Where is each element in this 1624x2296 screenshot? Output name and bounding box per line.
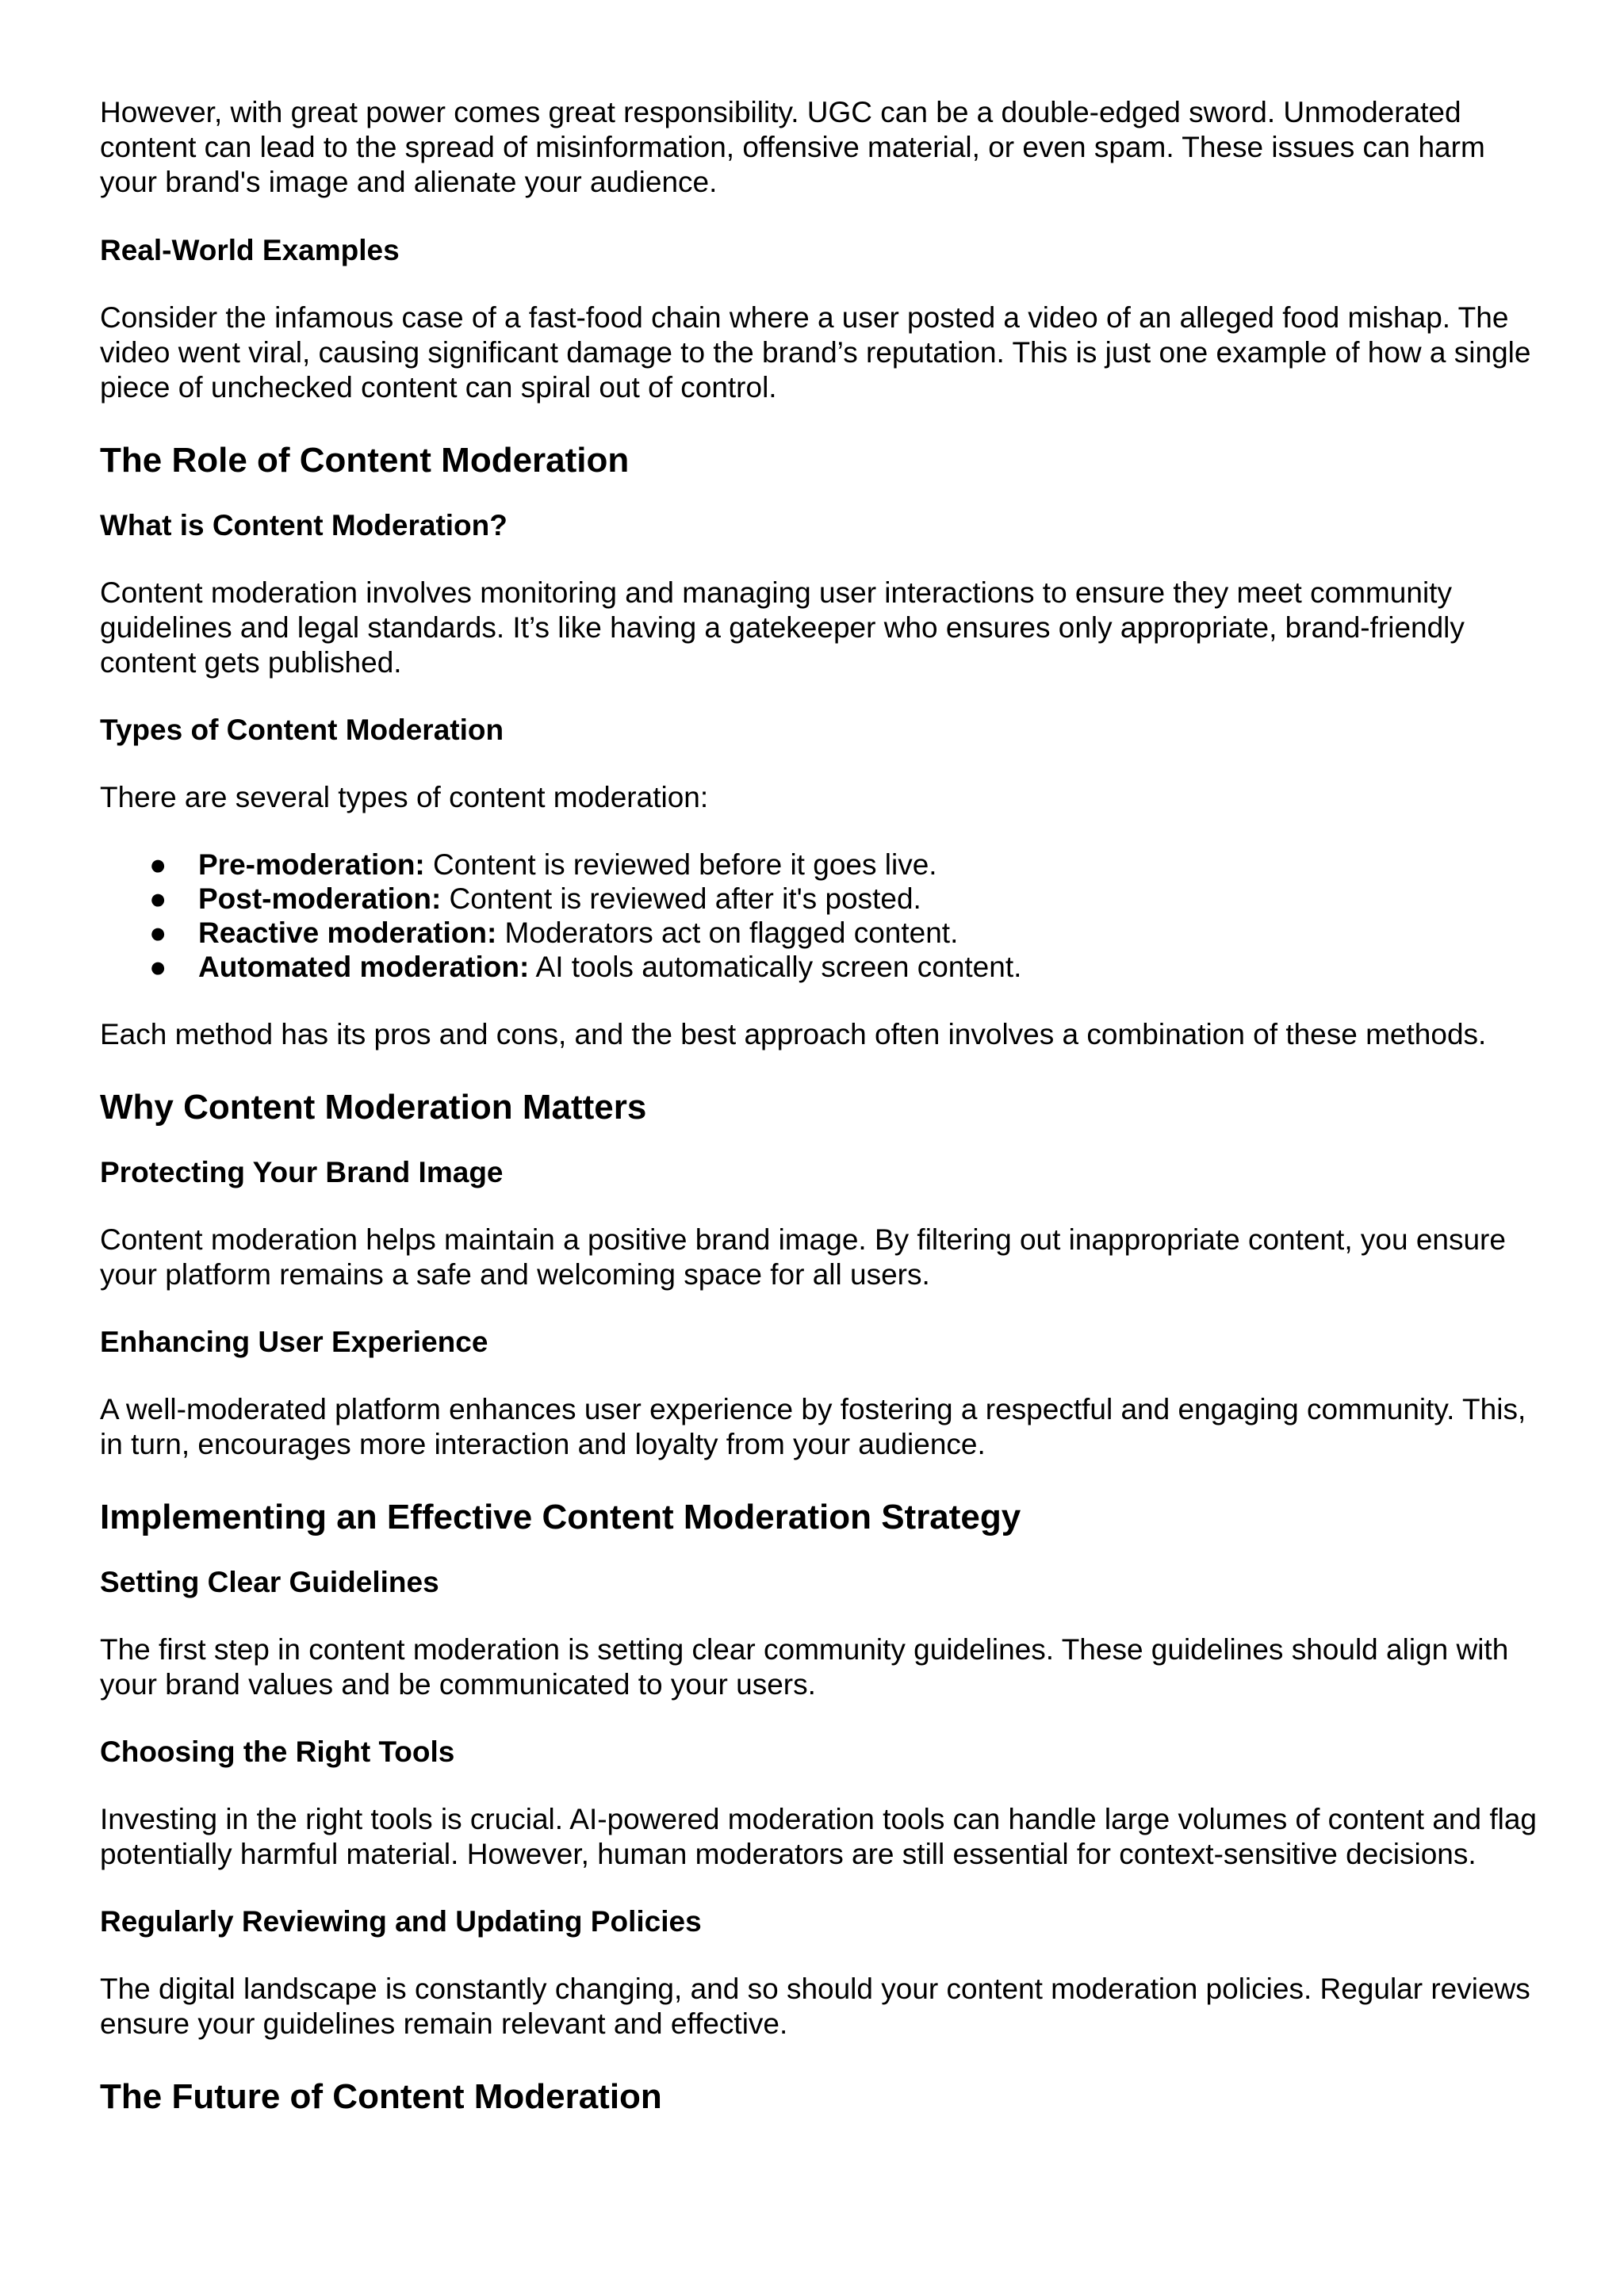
types-heading: Types of Content Moderation [100, 714, 504, 746]
policies-heading: Regularly Reviewing and Updating Policies [100, 1905, 702, 1938]
types-intro: There are several types of content moderation: [100, 781, 709, 813]
brand-image-heading: Protecting Your Brand Image [100, 1156, 504, 1188]
types-list [100, 848, 1543, 984]
guidelines-heading: Setting Clear Guidelines [100, 1566, 439, 1598]
user-experience-heading: Enhancing User Experience [100, 1326, 488, 1358]
list-item-text: Content is reviewed before it goes live. [424, 848, 937, 881]
list-item [100, 950, 1543, 984]
list-item [100, 882, 1543, 916]
list-item-text: Content is reviewed after it's posted. [441, 882, 921, 915]
guidelines-paragraph: The first step in content moderation is setting clear community guidelines. These guidelines should align with your brand values and be communicated to your users. [100, 1633, 1509, 1701]
role-section-heading: The Role of Content Moderation [100, 441, 630, 480]
tools-heading: Choosing the Right Tools [100, 1735, 455, 1768]
bullet-icon: ● [149, 951, 167, 983]
policies-paragraph: The digital landscape is constantly changing, and so should your content moderation policies. Regular reviews ensure your guidelines remain relevant and effective. [100, 1973, 1530, 2040]
user-experience-paragraph: A well-moderated platform enhances user experience by fostering a respectful and engaging community. This, in turn, encourages more interaction and loyalty from your audience. [100, 1393, 1526, 1460]
list-item-text: AI tools automatically screen content. [529, 951, 1022, 983]
matters-section-heading: Why Content Moderation Matters [100, 1088, 647, 1127]
list-item-label: Post-moderation: [198, 882, 442, 915]
list-item-label: Automated moderation: [198, 951, 530, 983]
real-world-heading: Real-World Examples [100, 234, 400, 266]
real-world-paragraph: Consider the infamous case of a fast-food chain where a user posted a video of an alleged food mishap. The video went viral, causing significant damage to the brand’s reputation. This is just one example of how a single piece of unchecked content can spiral out of control. [100, 301, 1531, 404]
list-item-text: Moderators act on flagged content. [496, 916, 959, 949]
bullet-icon: ● [149, 882, 167, 915]
brand-image-paragraph: Content moderation helps maintain a positive brand image. By filtering out inappropriate content, you ensure your platform remains a safe and welcoming space for all users. [100, 1223, 1506, 1291]
intro-paragraph: However, with great power comes great responsibility. UGC can be a double-edged sword. Unmoderated content can lead to the spread of misinformation, offensive material, or even spam. These issues can harm your brand's image and alienate your audience. [100, 96, 1485, 198]
what-is-heading: What is Content Moderation? [100, 509, 508, 541]
future-section-heading: The Future of Content Moderation [100, 2077, 662, 2116]
types-outro: Each method has its pros and cons, and the best approach often involves a combination of these methods. [100, 1018, 1487, 1050]
what-is-paragraph: Content moderation involves monitoring and managing user interactions to ensure they meet community guidelines and legal standards. It’s like having a gatekeeper who ensures only appropriate, brand-friendly content gets published. [100, 576, 1465, 679]
list-item-label: Pre-moderation: [198, 848, 425, 881]
strategy-section-heading: Implementing an Effective Content Moderation Strategy [100, 1498, 1021, 1536]
list-item [100, 848, 1543, 882]
list-item [100, 916, 1543, 950]
list-item-label: Reactive moderation: [198, 916, 497, 949]
bullet-icon: ● [149, 916, 167, 949]
document-page [100, 95, 1543, 2118]
bullet-icon: ● [149, 848, 167, 881]
tools-paragraph: Investing in the right tools is crucial. AI-powered moderation tools can handle large volumes of content and flag potentially harmful material. However, human moderators are still essential for context-sensitive decisions. [100, 1803, 1537, 1870]
